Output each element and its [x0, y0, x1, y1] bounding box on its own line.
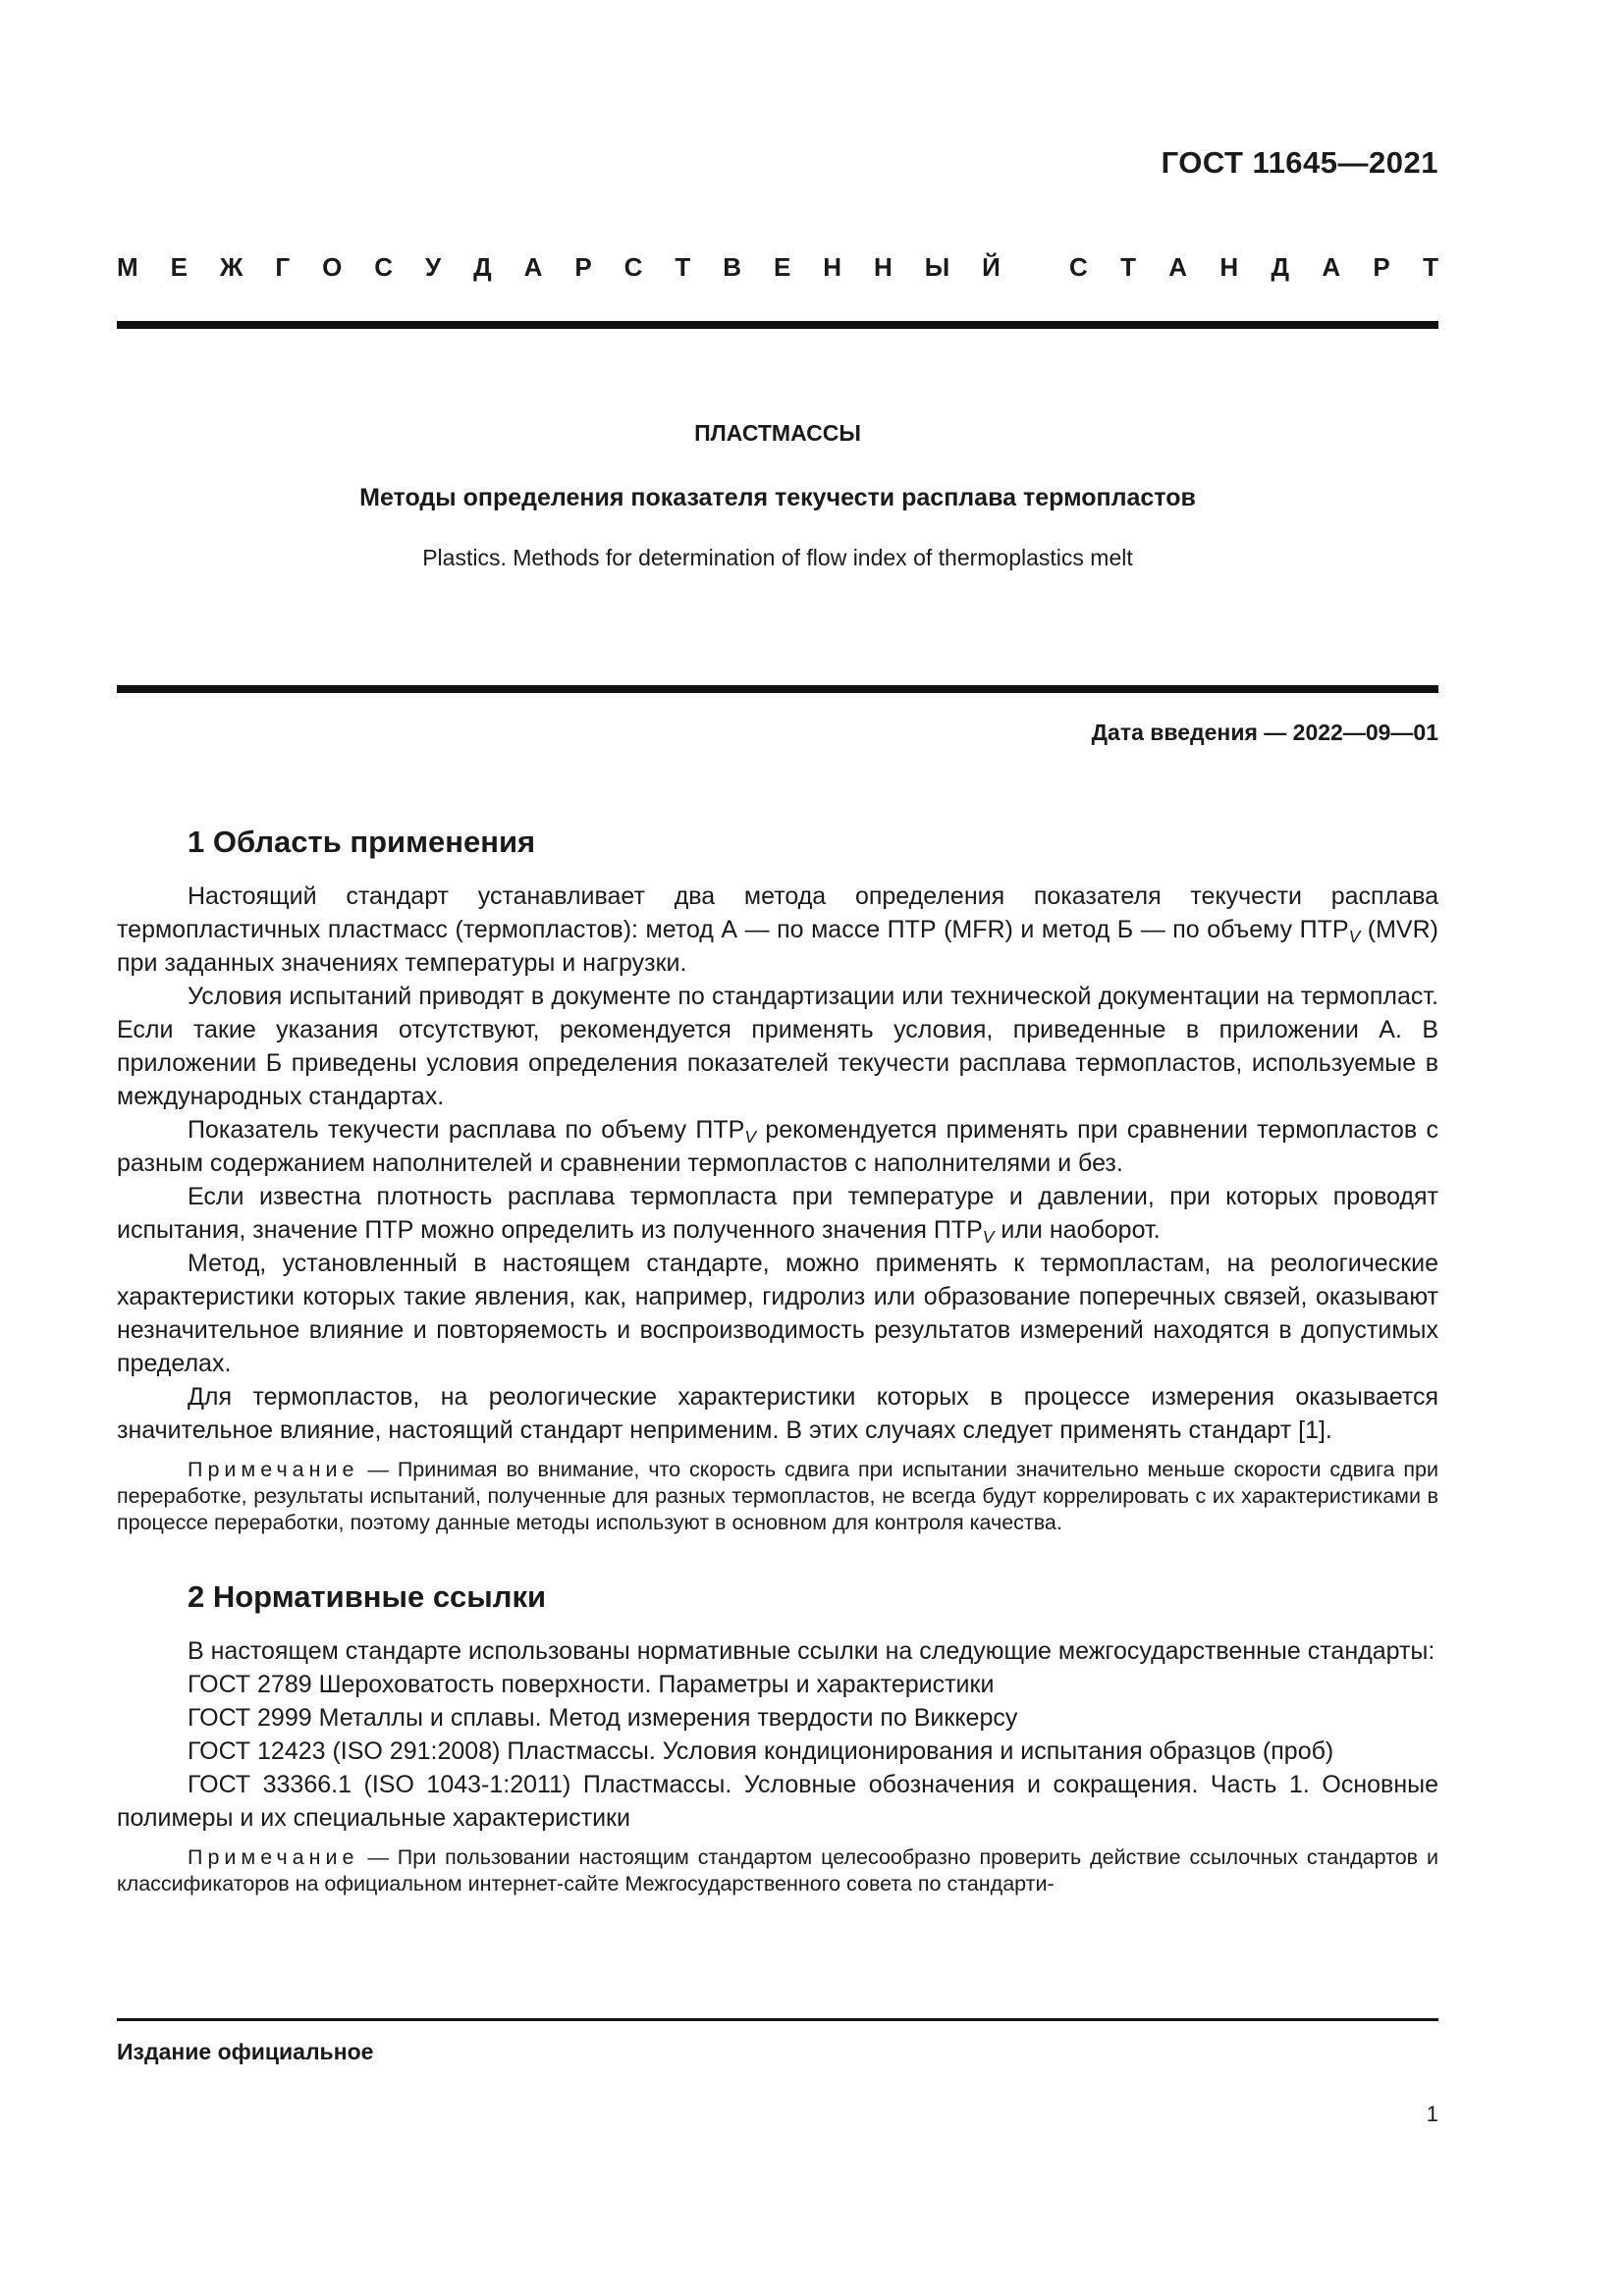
banner-letter: В [723, 252, 742, 282]
banner-letter: Н [1219, 252, 1239, 282]
banner-letter: Д [473, 252, 492, 282]
banner-letter: М [117, 252, 138, 282]
banner-letter: Р [1373, 252, 1390, 282]
section-2-heading: 2 Нормативные ссылки [188, 1579, 547, 1614]
page-number: 1 [1426, 2102, 1438, 2126]
document-page [117, 0, 1438, 2296]
interstate-standard-banner [117, 252, 1438, 283]
section-1-heading: 1 Область применения [188, 825, 536, 859]
banner-letter: Т [1423, 252, 1438, 282]
document-body [117, 825, 1438, 1897]
title-divider [117, 685, 1438, 693]
header-divider [117, 321, 1438, 329]
section-1-paragraph: Условия испытаний приводят в документе по стандартизации или технической документации на термопласт. Если такие указания отсутствуют, рекомендуется применять условия, приведенные в приложении А. В приложении Б приведены условия определения показателей текучести расплава термопластов, используемые в международных стандартах. [117, 983, 1438, 1110]
reference-item: ГОСТ 12423 (ISO 291:2008) Пластмассы. Условия кондиционирования и испытания образцов (проб) [188, 1737, 1334, 1765]
banner-letter: С [1069, 252, 1088, 282]
banner-letter: Ы [924, 252, 950, 282]
banner-letter: Д [1271, 252, 1290, 282]
banner-letter: Е [170, 252, 188, 282]
banner-letter: Р [574, 252, 592, 282]
section-1-paragraph: Настоящий стандарт устанавливает два метода определения показателя текучести расплава термопластичных пластмасс (термопластов): метод А — по массе ПТР (MFR) и метод Б — по объему $ПТР_V$ (MVR) при заданных значениях температуры и нагрузки. [117, 882, 1438, 977]
document-title: ПЛАСТМАССЫ [694, 420, 861, 446]
banner-letter: Т [675, 252, 691, 282]
banner-letter: А [523, 252, 543, 282]
reference-item: ГОСТ 33366.1 (ISO 1043-1:2011) Пластмассы. Условные обозначения и сокращения. Часть 1. Основные полимеры и их специальные характеристики [117, 1771, 1438, 1832]
document-subtitle: Методы определения показателя текучести расплава термопластов [359, 484, 1196, 511]
footer-divider [117, 2018, 1438, 2021]
introduction-date: Дата введения — 2022—09—01 [1091, 720, 1438, 745]
subscript-v: V [744, 1127, 757, 1147]
banner-letter: Е [773, 252, 791, 282]
banner-letter: О [322, 252, 343, 282]
banner-letter: У [425, 252, 442, 282]
standard-number: ГОСТ 11645—2021 [1161, 145, 1438, 180]
note-label: Примечание [188, 1845, 359, 1869]
section-2-paragraph: В настоящем стандарте использованы нормативные ссылки на следующие межгосударственные стандарты: [188, 1637, 1435, 1665]
reference-item: ГОСТ 2999 Металлы и сплавы. Метод измерения твердости по Виккерсу [188, 1704, 1018, 1732]
section-1-paragraph: Если известна плотность расплава термопласта при температуре и давлении, при которых проводят испытания, значение ПТР можно определить из полученного значения $ПТР_V$ или наоборот. [117, 1183, 1438, 1247]
banner-letter: А [1322, 252, 1341, 282]
section-1-paragraph: Для термопластов, на реологические характеристики которых в процессе измерения оказывается значительное влияние, настоящий стандарт неприменим. В этих случаях следует применять стандарт [1]. [117, 1383, 1438, 1444]
banner-letter: С [623, 252, 643, 282]
banner-letter: А [1168, 252, 1188, 282]
banner-letter: Н [823, 252, 842, 282]
banner-letter: С [374, 252, 394, 282]
reference-item: ГОСТ 2789 Шероховатость поверхности. Параметры и характеристики [188, 1671, 995, 1698]
section-1-note: Примечание — Принимая во внимание, что скорость сдвига при испытании значительно меньше скорости сдвига при переработке, результаты испытаний, полученные для разных термопластов, не всегда будут коррелировать с их характеристиками в процессе переработки, поэтому данные методы используют в основном для контроля качества. [117, 1458, 1438, 1534]
section-1-paragraph: Показатель текучести расплава по объему $ПТР_V$ рекомендуется применять при сравнении термопластов с разным содержанием наполнителей и сравнении термопластов с наполнителями и без. [117, 1116, 1438, 1177]
banner-letter: Н [874, 252, 893, 282]
section-2-note: Примечание — При пользовании настоящим стандартом целесообразно проверить действие ссылочных стандартов и классификаторов на официальном интернет-сайте Межгосударственного совета по стандарти- [117, 1845, 1438, 1896]
subscript-v: V [1348, 927, 1361, 946]
banner-word-interstate [117, 252, 1001, 283]
section-1-paragraph: Метод, установленный в настоящем стандарте, можно применять к термопластам, на реологические характеристики которых такие явления, как, например, гидролиз или образование поперечных связей, оказывают незначительное влияние и повторяемость и воспроизводимость результатов измерений находятся в допустимых пределах. [117, 1250, 1438, 1377]
document-title-english: Plastics. Methods for determination of flow index of thermoplastics melt [422, 545, 1133, 570]
subscript-v: V [982, 1227, 995, 1247]
banner-letter: Т [1120, 252, 1136, 282]
banner-letter: Ж [219, 252, 244, 282]
banner-letter: Г [275, 252, 291, 282]
banner-word-standard [1069, 252, 1438, 283]
official-edition-label: Издание официальное [117, 2039, 374, 2064]
note-label: Примечание [188, 1458, 359, 1481]
banner-letter: Й [982, 252, 1001, 282]
